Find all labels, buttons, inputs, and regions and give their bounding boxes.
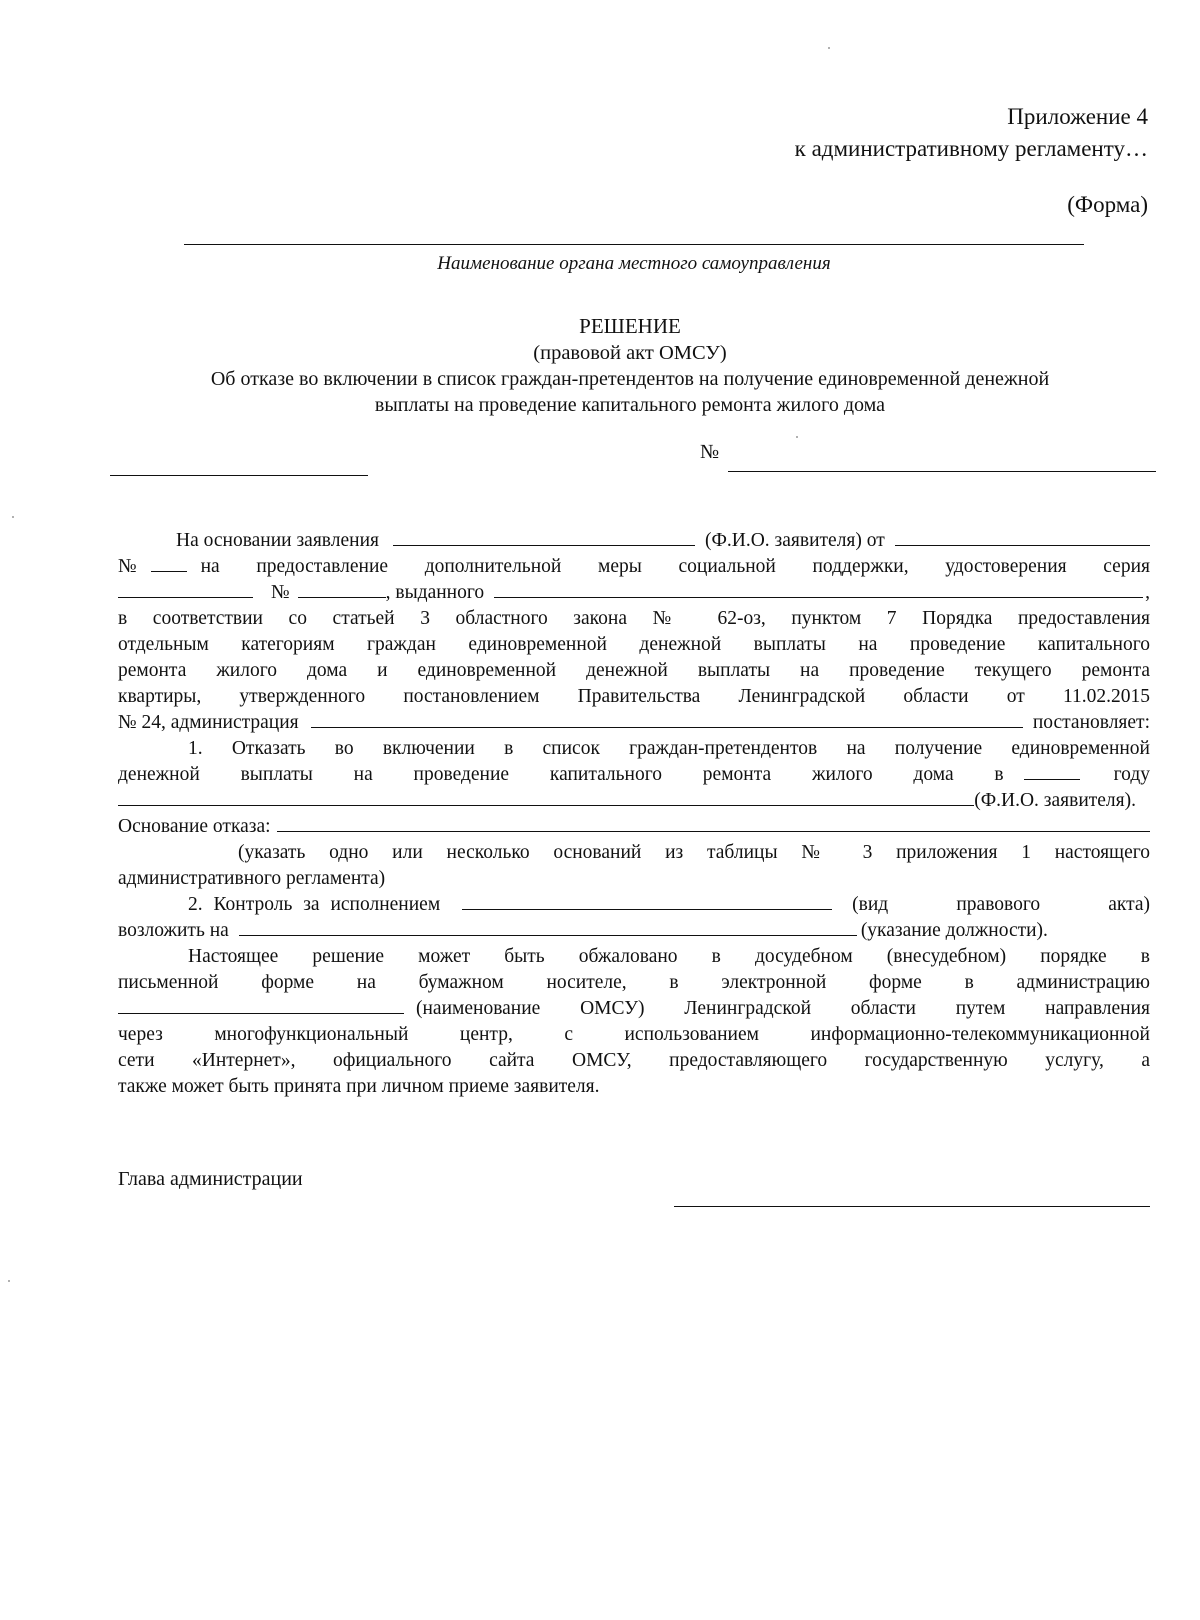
body-text: денежной выплаты на проведение капитального ремонта жилого дома в — [118, 764, 1004, 785]
body-text: на предоставление дополнительной меры социальной поддержки, удостоверения серия — [200, 556, 1150, 577]
blank-field — [393, 531, 695, 546]
blank-field — [1024, 765, 1080, 780]
body-text: На основании заявления — [176, 530, 379, 551]
signature-line — [674, 1206, 1150, 1207]
appendix-number: Приложение 4 — [1007, 104, 1148, 129]
body-text: (указать одно или несколько оснований из таблицы № 3 приложения 1 настоящего — [238, 842, 1150, 863]
body-line-4: в соответствии со статьей 3 областного закона № 62-оз, пунктом 7 Порядка предоставления — [118, 608, 1150, 629]
scan-speck — [828, 47, 830, 49]
body-text: постановляет: — [1032, 712, 1150, 733]
decision-subject-line1: Об отказе во включении в список граждан-претендентов на получение единовременной денежной — [210, 368, 1050, 390]
scan-speck — [12, 516, 14, 518]
body-line-8 — [118, 712, 1150, 734]
signature-label: Глава администрации — [118, 1168, 303, 1190]
body-line-3 — [118, 582, 1150, 604]
body-text: (наименование ОМСУ) Ленинградской области путем направления — [416, 998, 1150, 1019]
body-line-7: квартиры, утвержденного постановлением Правительства Ленинградской области от 11.02.2015 — [118, 686, 1150, 707]
body-text: 2. Контроль за исполнением — [188, 894, 441, 915]
scan-speck — [796, 436, 798, 438]
blank-field — [462, 895, 832, 910]
blank-field — [151, 557, 187, 572]
body-text: № — [118, 556, 137, 577]
appeal-line-6: также может быть принята при личном приеме заявителя. — [118, 1076, 600, 1097]
body-text: (Ф.И.О. заявителя) от — [704, 530, 885, 551]
body-text: возложить на — [118, 920, 229, 941]
blank-field — [118, 583, 253, 598]
body-line-1 — [118, 530, 1150, 552]
point-1-line-3 — [118, 790, 1150, 812]
blank-field — [118, 791, 974, 806]
point-2-line-2 — [118, 920, 1150, 942]
blank-field — [494, 583, 1143, 598]
body-text: Настоящее решение может быть обжаловано в досудебном (внесудебном) порядке в — [188, 946, 1150, 967]
body-text: (указание должности). — [860, 920, 1048, 941]
appeal-line-5: сети «Интернет», официального сайта ОМСУ, предоставляющего государственную услугу, а — [118, 1050, 1150, 1071]
form-mark: (Форма) — [1067, 192, 1148, 217]
number-line — [728, 471, 1156, 472]
point-1-line-2 — [118, 764, 1150, 786]
blank-field — [311, 713, 1023, 728]
date-line — [110, 475, 368, 476]
appeal-line-3 — [118, 998, 1150, 1020]
number-sign: № — [700, 441, 720, 463]
body-text: , — [1145, 582, 1150, 603]
body-text: № 24, администрация — [118, 712, 299, 733]
appendix-regulation: к административному регламенту… — [794, 136, 1148, 161]
blank-field — [277, 817, 1150, 832]
authority-caption: Наименование органа местного самоуправления — [437, 253, 831, 274]
appeal-line-2: письменной форме на бумажном носителе, в электронной форме в администрацию — [118, 972, 1150, 993]
reason-note-1 — [118, 842, 1150, 864]
point-2-line-1 — [118, 894, 1150, 916]
body-text: , выданного — [385, 582, 485, 603]
decision-title: РЕШЕНИЕ — [579, 314, 681, 338]
point-1-line-1 — [118, 738, 1150, 760]
body-line-6: ремонта жилого дома и единовременной денежной выплаты на проведение текущего ремонта — [118, 660, 1150, 681]
blank-field — [895, 531, 1150, 546]
scan-speck — [8, 1280, 10, 1282]
authority-name-line — [184, 244, 1084, 245]
reason-note-2: административного регламента) — [118, 868, 386, 889]
blank-field — [298, 583, 386, 598]
body-text: (вид правового акта) — [852, 894, 1150, 915]
body-text: 1. Отказать во включении в список граждан-претендентов на получение единовременной — [188, 738, 1150, 759]
decision-subject-line2: выплаты на проведение капитального ремонта жилого дома — [374, 394, 886, 416]
blank-field — [239, 921, 857, 936]
body-text: № — [271, 582, 290, 603]
reason-line — [118, 816, 1150, 838]
body-text: (Ф.И.О. заявителя). — [974, 790, 1136, 811]
blank-field — [118, 999, 404, 1014]
appeal-line-1 — [118, 946, 1150, 968]
reason-label: Основание отказа: — [118, 816, 271, 837]
appeal-line-4: через многофункциональный центр, с использованием информационно-телекоммуникационной — [118, 1024, 1150, 1045]
body-line-2 — [118, 556, 1150, 578]
body-text: году — [1113, 764, 1150, 785]
body-line-5: отдельным категориям граждан единовременной денежной выплаты на проведение капитального — [118, 634, 1150, 655]
decision-subtitle: (правовой акт ОМСУ) — [533, 342, 727, 364]
